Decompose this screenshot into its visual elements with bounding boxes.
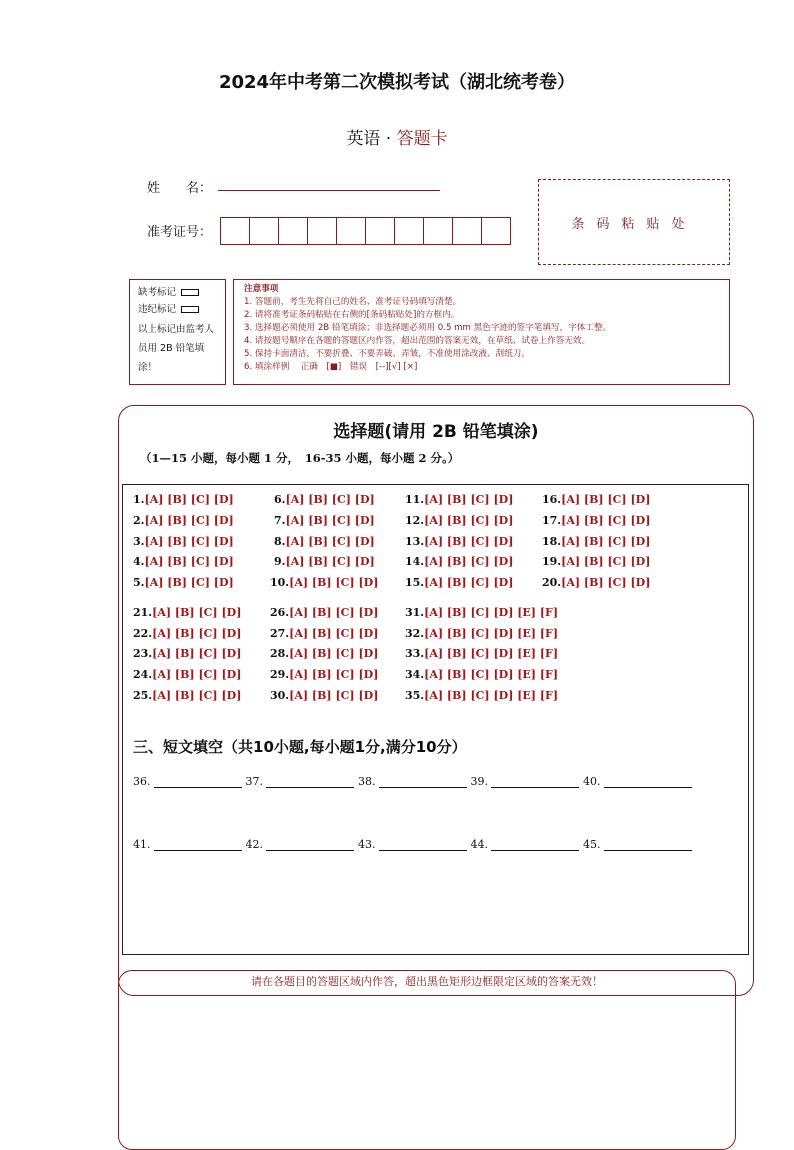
blank-38[interactable]: 38. <box>358 775 471 788</box>
blank-line[interactable] <box>266 840 354 851</box>
name-field[interactable] <box>218 190 440 191</box>
question-5[interactable]: 5.[A] [B] [C] [D] <box>133 576 234 589</box>
question-25[interactable]: 25.[A] [B] [C] [D] <box>133 689 242 702</box>
notes-item: 3. 选择题必须使用 2B 铅笔填涂；非选择题必须用 0.5 mm 黑色字迹的签字笔填写，字体工整。 <box>244 323 612 333</box>
violation-mark-label: 违纪标记 <box>138 304 177 315</box>
question-23[interactable]: 23.[A] [B] [C] [D] <box>133 647 242 660</box>
notes-item: 4. 请按题号顺序在各题的答题区内作答，超出范围的答案无效，在草纸、试卷上作答无效。 <box>244 336 591 346</box>
notes-item: 6. 填涂样例 正确 [■] 错误 [--][√] [×] <box>244 362 418 372</box>
blank-row-2 <box>133 838 696 851</box>
blank-row-1 <box>133 775 696 788</box>
question-26[interactable]: 26.[A] [B] [C] [D] <box>270 606 379 619</box>
blank-line[interactable] <box>379 840 467 851</box>
id-digit-box[interactable] <box>220 217 250 245</box>
id-digit-box[interactable] <box>336 217 366 245</box>
fill-section-title: 三、短文填空（共10小题,每小题1分,满分10分） <box>133 738 467 756</box>
blank-line[interactable] <box>491 840 579 851</box>
blank-45[interactable]: 45. <box>583 838 696 851</box>
question-16[interactable]: 16.[A] [B] [C] [D] <box>542 493 651 506</box>
blank-line[interactable] <box>154 777 242 788</box>
name-label: 姓 名： <box>147 181 213 196</box>
question-3[interactable]: 3.[A] [B] [C] [D] <box>133 535 234 548</box>
id-digit-box[interactable] <box>365 217 395 245</box>
blank-37[interactable]: 37. <box>246 775 359 788</box>
notes-item: 5. 保持卡面清洁，不要折叠、不要弄破、弄皱，不准使用涂改液、刮纸刀。 <box>244 349 530 359</box>
id-digit-box[interactable] <box>394 217 424 245</box>
missing-mark-row <box>138 284 217 301</box>
blank-36[interactable]: 36. <box>133 775 246 788</box>
id-digit-box[interactable] <box>452 217 482 245</box>
notes-item: 2. 请将准考证条码粘贴在右侧的[条码粘贴处]的方框内。 <box>244 310 460 320</box>
choice-section-title: 选择题(请用 2B 铅笔填涂) <box>333 422 539 442</box>
blank-line[interactable] <box>379 777 467 788</box>
question-9[interactable]: 9.[A] [B] [C] [D] <box>274 555 375 568</box>
notes-box <box>233 279 730 385</box>
question-6[interactable]: 6.[A] [B] [C] [D] <box>274 493 375 506</box>
question-13[interactable]: 13.[A] [B] [C] [D] <box>405 535 514 548</box>
blank-43[interactable]: 43. <box>358 838 471 851</box>
page-title: 2024年中考第二次模拟考试（湖北统考卷） <box>218 72 576 93</box>
question-34[interactable]: 34.[A] [B] [C] [D] [E] [F] <box>405 668 559 681</box>
violation-mark-row <box>138 301 217 318</box>
question-32[interactable]: 32.[A] [B] [C] [D] [E] [F] <box>405 627 559 640</box>
question-10[interactable]: 10.[A] [B] [C] [D] <box>270 576 379 589</box>
question-30[interactable]: 30.[A] [B] [C] [D] <box>270 689 379 702</box>
notes-heading: 注意事项 <box>244 284 279 294</box>
blank-42[interactable]: 42. <box>246 838 359 851</box>
blank-line[interactable] <box>491 777 579 788</box>
choice-section-subtitle: （1—15 小题，每小题 1 分， 16-35 小题，每小题 2 分。） <box>140 451 460 465</box>
question-18[interactable]: 18.[A] [B] [C] [D] <box>542 535 651 548</box>
blank-44[interactable]: 44. <box>471 838 584 851</box>
question-35[interactable]: 35.[A] [B] [C] [D] [E] [F] <box>405 689 559 702</box>
id-label: 准考证号： <box>147 225 213 240</box>
blank-line[interactable] <box>604 777 692 788</box>
blank-line[interactable] <box>154 840 242 851</box>
question-1[interactable]: 1.[A] [B] [C] [D] <box>133 493 234 506</box>
question-15[interactable]: 15.[A] [B] [C] [D] <box>405 576 514 589</box>
question-12[interactable]: 12.[A] [B] [C] [D] <box>405 514 514 527</box>
question-8[interactable]: 8.[A] [B] [C] [D] <box>274 535 375 548</box>
question-31[interactable]: 31.[A] [B] [C] [D] [E] [F] <box>405 606 559 619</box>
blank-line[interactable] <box>604 840 692 851</box>
question-2[interactable]: 2.[A] [B] [C] [D] <box>133 514 234 527</box>
question-28[interactable]: 28.[A] [B] [C] [D] <box>270 647 379 660</box>
id-digit-box[interactable] <box>278 217 308 245</box>
question-11[interactable]: 11.[A] [B] [C] [D] <box>405 493 514 506</box>
id-number-boxes[interactable] <box>221 217 511 245</box>
question-7[interactable]: 7.[A] [B] [C] [D] <box>274 514 375 527</box>
question-27[interactable]: 27.[A] [B] [C] [D] <box>270 627 379 640</box>
violation-mark-checkbox[interactable] <box>181 306 199 313</box>
mark-box <box>129 279 226 385</box>
blank-41[interactable]: 41. <box>133 838 246 851</box>
mark-note: 以上标记由监考人员用 2B 铅笔填涂！ <box>138 324 215 373</box>
question-20[interactable]: 20.[A] [B] [C] [D] <box>542 576 651 589</box>
missing-mark-checkbox[interactable] <box>181 289 199 296</box>
question-4[interactable]: 4.[A] [B] [C] [D] <box>133 555 234 568</box>
id-digit-box[interactable] <box>481 217 511 245</box>
next-region-border <box>118 970 736 1150</box>
subject-label: 英语 · <box>346 129 397 149</box>
barcode-label: 条码粘贴处 <box>571 216 697 232</box>
barcode-area <box>538 179 730 265</box>
question-21[interactable]: 21.[A] [B] [C] [D] <box>133 606 242 619</box>
page-subtitle <box>0 124 794 149</box>
footer-note: 请在各题目的答题区域内作答，超出黑色矩形边框限定区域的答案无效！ <box>251 975 603 988</box>
id-digit-box[interactable] <box>423 217 453 245</box>
question-24[interactable]: 24.[A] [B] [C] [D] <box>133 668 242 681</box>
notes-item: 1. 答题前，考生先将自己的姓名、准考证号码填写清楚。 <box>244 297 462 307</box>
question-33[interactable]: 33.[A] [B] [C] [D] [E] [F] <box>405 647 559 660</box>
question-14[interactable]: 14.[A] [B] [C] [D] <box>405 555 514 568</box>
missing-mark-label: 缺考标记 <box>138 287 177 298</box>
blank-line[interactable] <box>266 777 354 788</box>
blank-40[interactable]: 40. <box>583 775 696 788</box>
blank-39[interactable]: 39. <box>471 775 584 788</box>
id-digit-box[interactable] <box>249 217 279 245</box>
question-29[interactable]: 29.[A] [B] [C] [D] <box>270 668 379 681</box>
id-digit-box[interactable] <box>307 217 337 245</box>
question-22[interactable]: 22.[A] [B] [C] [D] <box>133 627 242 640</box>
question-19[interactable]: 19.[A] [B] [C] [D] <box>542 555 651 568</box>
question-17[interactable]: 17.[A] [B] [C] [D] <box>542 514 651 527</box>
card-label: 答题卡 <box>396 129 448 149</box>
